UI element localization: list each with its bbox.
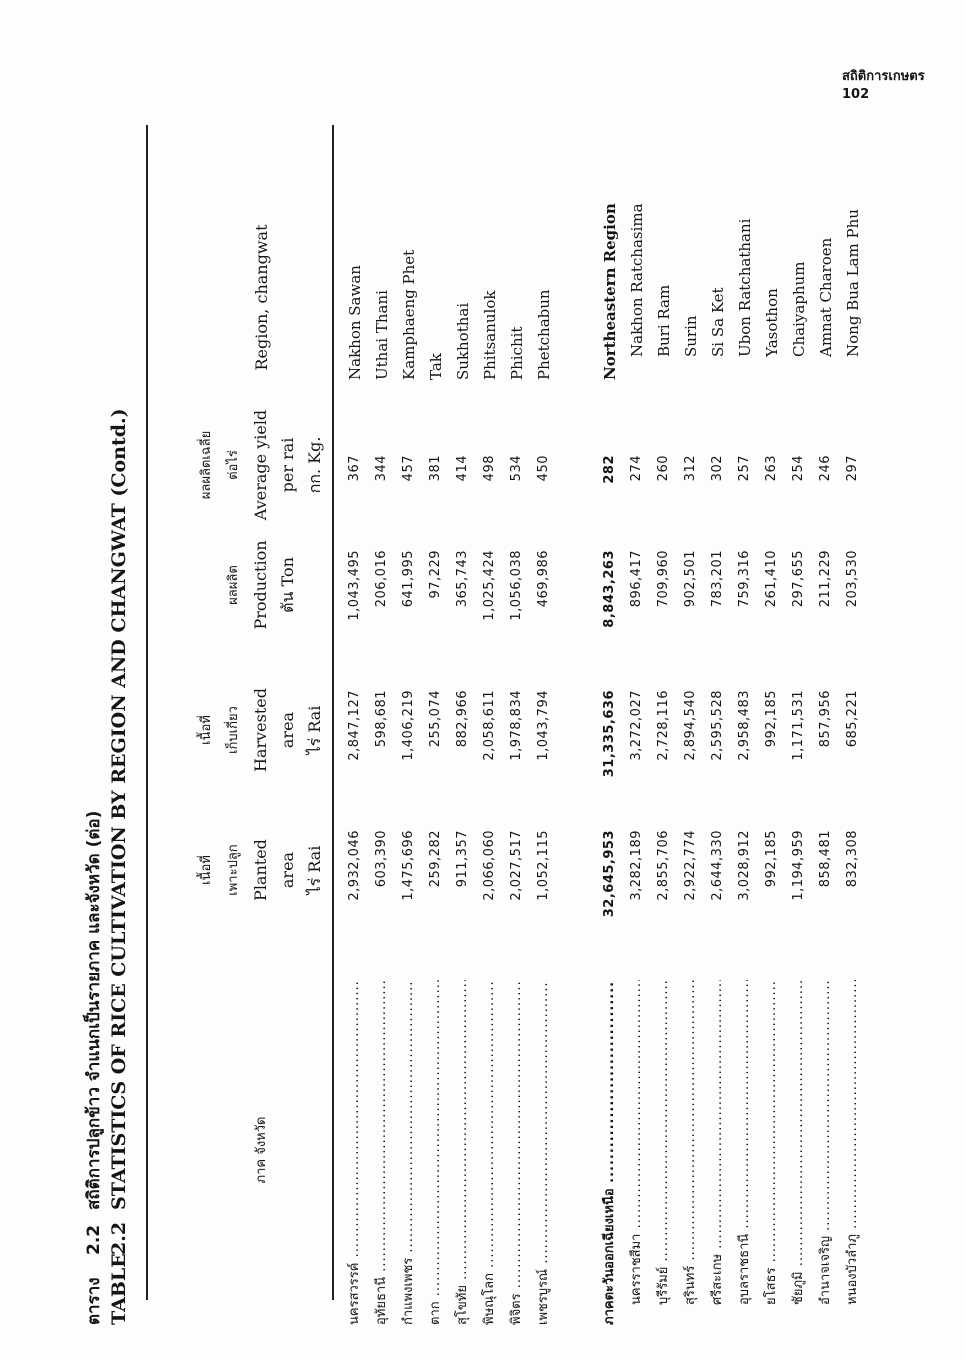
planted-area-value: 1,475,696 (401, 830, 416, 901)
production-value: 709,960 (656, 550, 671, 608)
planted-area-value: 1,052,115 (536, 830, 551, 901)
table-row (504, 55, 532, 1325)
table-row (732, 55, 760, 1325)
changwat-name-thai: ชัยภูมิ ..... (786, 980, 812, 1325)
harvested-area-value: 1,171,531 (791, 690, 806, 761)
changwat-name-english: Phitsanulok (481, 290, 499, 380)
planted-area-value: 3,028,912 (737, 830, 752, 901)
header-name-thai (154, 1000, 348, 1300)
changwat-name-thai: อุทัยธานี ..... (369, 980, 395, 1325)
header-planted-en2: area (278, 851, 297, 889)
production-value: 97,229 (428, 550, 443, 599)
table-row (450, 55, 478, 1325)
yield-value: 534 (509, 455, 524, 482)
header-production (154, 525, 328, 645)
page-number: 102 (842, 87, 870, 102)
planted-area-value: 32,645,953 (602, 830, 617, 918)
production-value: 1,025,424 (482, 550, 497, 621)
production-value: 206,016 (374, 550, 389, 608)
table-row (813, 55, 841, 1325)
harvested-area-value: 857,956 (818, 690, 833, 748)
changwat-name-thai: เพชรบูรณ์ ..... (531, 980, 557, 1325)
planted-area-value: 2,922,774 (683, 830, 698, 901)
production-value: 203,530 (845, 550, 860, 608)
table-row (759, 55, 787, 1325)
yield-value: 450 (536, 455, 551, 482)
harvested-area-value: 685,221 (845, 690, 860, 748)
changwat-name-thai: นครราชสีมา ..... (624, 980, 650, 1325)
header-harvested-en2: area (278, 711, 297, 749)
harvested-area-value: 882,966 (455, 690, 470, 748)
changwat-name-thai: สุโขทัย ..... (450, 980, 476, 1325)
changwat-name-english: Nakhon Sawan (346, 265, 364, 380)
production-value: 641,995 (401, 550, 416, 608)
header-name-english-text: Region, changwat (251, 224, 271, 371)
header-production-unit: ตัน Ton (278, 557, 297, 613)
yield-value: 282 (602, 455, 617, 484)
header-planted-th2: เพาะปลูก (226, 844, 241, 896)
yield-value: 263 (764, 455, 779, 482)
yield-value: 457 (401, 455, 416, 482)
planted-area-value: 259,282 (428, 830, 443, 888)
table-row (651, 55, 679, 1325)
changwat-name-thai: สุรินทร์ ..... (678, 980, 704, 1325)
changwat-name-english: Amnat Charoen (817, 237, 835, 357)
header-yield-th1: ผลผลิตเฉลี่ย (199, 430, 214, 500)
changwat-name-english: Phetchabun (535, 289, 553, 380)
yield-value: 414 (455, 455, 470, 482)
header-production-en1: Production (251, 540, 270, 630)
changwat-name-thai: ศรีสะเกษ ..... (705, 980, 731, 1325)
header-harvested-th2: เก็บเกี่ยว (226, 706, 241, 754)
planted-area-value: 2,027,517 (509, 830, 524, 901)
title-thai-label: ตาราง (84, 1277, 104, 1325)
harvested-area-value: 2,894,540 (683, 690, 698, 761)
planted-area-value: 832,308 (845, 830, 860, 888)
changwat-name-thai: บุรีรัมย์ ..... (651, 980, 677, 1325)
yield-value: 297 (845, 455, 860, 482)
yield-value: 381 (428, 455, 443, 482)
harvested-area-value: 1,978,834 (509, 690, 524, 761)
planted-area-value: 2,932,046 (347, 830, 362, 901)
harvested-area-value: 255,074 (428, 690, 443, 748)
table-row (396, 55, 424, 1325)
yield-value: 246 (818, 455, 833, 482)
changwat-name-english: Tak (427, 353, 445, 380)
planted-area-value: 858,481 (818, 830, 833, 888)
header-yield-en1: Average yield (251, 409, 270, 521)
changwat-name-thai: หนองบัวลำภู ..... (840, 980, 866, 1325)
table-row (423, 55, 451, 1325)
changwat-name-thai: นครสวรรค์ ..... (342, 980, 368, 1325)
planted-area-value: 992,185 (764, 830, 779, 888)
header-yield-unit: กก. Kg. (305, 436, 324, 494)
harvested-area-value: 598,681 (374, 690, 389, 748)
changwat-name-english: Yasothon (763, 288, 781, 357)
header-planted-th1: เนื้อที่ (199, 855, 214, 885)
changwat-name-english: Nong Bua Lam Phu (844, 209, 862, 357)
changwat-name-thai: พิษณุโลก ..... (477, 980, 503, 1325)
changwat-name-english: Chaiyaphum (790, 261, 808, 357)
region-name-thai: ภาคตะวันออกเฉียงเหนือ ..... (597, 980, 623, 1325)
changwat-name-english: Buri Ram (655, 284, 673, 357)
header-planted-en1: Planted (251, 839, 270, 901)
header-harvested-unit: ไร่ Rai (305, 705, 324, 755)
planted-area-value: 2,066,060 (482, 830, 497, 901)
harvested-area-value: 2,847,127 (347, 690, 362, 761)
table-row (531, 55, 559, 1325)
harvested-area-value: 31,335,636 (602, 690, 617, 778)
changwat-name-english: Ubon Ratchathani (736, 218, 754, 357)
harvested-area-value: 2,058,611 (482, 690, 497, 761)
yield-value: 312 (683, 455, 698, 482)
table-row (840, 55, 868, 1325)
planted-area-value: 2,644,330 (710, 830, 725, 901)
changwat-name-thai: อำนาจเจริญ ..... (813, 980, 839, 1325)
changwat-name-thai: อุบลราชธานี ..... (732, 980, 758, 1325)
harvested-area-value: 3,272,027 (629, 690, 644, 761)
table-title-english (108, 408, 130, 1325)
production-value: 297,655 (791, 550, 806, 608)
changwat-name-english: Uthai Thani (373, 290, 391, 380)
planted-area-value: 1,194,959 (791, 830, 806, 901)
production-value: 211,229 (818, 550, 833, 608)
header-harvested-area (154, 675, 328, 785)
header-bottom-rule (332, 125, 334, 1300)
production-value: 365,743 (455, 550, 470, 608)
changwat-name-english: Phichit (508, 326, 526, 380)
header-yield-en2: per rai (278, 437, 297, 493)
table-title-thai (80, 811, 107, 1325)
yield-value: 257 (737, 455, 752, 482)
changwat-name-english: Nakhon Ratchasima (628, 203, 646, 357)
header-harvested-en1: Harvested (251, 688, 270, 772)
table-row (786, 55, 814, 1325)
changwat-name-english: Kamphaeng Phet (400, 249, 418, 380)
header-planted-unit: ไร่ Rai (305, 845, 324, 895)
production-value: 8,843,263 (602, 550, 617, 628)
table-row (477, 55, 505, 1325)
yield-value: 498 (482, 455, 497, 482)
production-value: 1,056,038 (509, 550, 524, 621)
planted-area-value: 2,855,706 (656, 830, 671, 901)
header-name-english (154, 125, 348, 470)
harvested-area-value: 2,958,483 (737, 690, 752, 761)
yield-value: 302 (710, 455, 725, 482)
yield-value: 274 (629, 455, 644, 482)
title-number-en: 2.2 (108, 1221, 130, 1255)
changwat-name-english: Surin (682, 315, 700, 357)
changwat-name-thai: กำแพงเพชร ..... (396, 980, 422, 1325)
title-en-text: STATISTICS OF RICE CULTIVATION BY REGION AND CHANGWAT (Contd.) (108, 408, 130, 1210)
harvested-area-value: 1,406,219 (401, 690, 416, 761)
planted-area-value: 911,357 (455, 830, 470, 888)
changwat-name-english: Si Sa Ket (709, 287, 727, 357)
rotated-table-page (70, 55, 870, 1325)
production-value: 902,501 (683, 550, 698, 608)
title-en-label: TABLE (108, 1253, 130, 1325)
changwat-name-thai: พิจิตร ..... (504, 980, 530, 1325)
planted-area-value: 603,390 (374, 830, 389, 888)
title-thai-text: สถิติการปลูกข้าว จำแนกเป็นรายภาค และจังหวัด (ต่อ) (84, 810, 104, 1210)
header-top-rule (146, 125, 148, 1300)
production-value: 783,201 (710, 550, 725, 608)
table-row (624, 55, 652, 1325)
table-row (342, 55, 370, 1325)
title-number-thai: 2.2 (84, 1224, 104, 1255)
header-production-th1: ผลผลิต (226, 565, 241, 605)
table-row (678, 55, 706, 1325)
yield-value: 254 (791, 455, 806, 482)
yield-value: 344 (374, 455, 389, 482)
changwat-name-thai: ตาก ..... (423, 980, 449, 1325)
book-title: สถิติการเกษตร (842, 69, 925, 84)
changwat-name-english: Sukhothai (454, 302, 472, 380)
yield-value: 260 (656, 455, 671, 482)
table-row (705, 55, 733, 1325)
harvested-area-value: 992,185 (764, 690, 779, 748)
region-name-english: Northeastern Region (601, 203, 619, 380)
header-harvested-th1: เนื้อที่ (199, 715, 214, 745)
table-row (369, 55, 397, 1325)
production-value: 469,986 (536, 550, 551, 608)
harvested-area-value: 2,595,528 (710, 690, 725, 761)
yield-value: 367 (347, 455, 362, 482)
production-value: 1,043,495 (347, 550, 362, 621)
production-value: 759,316 (737, 550, 752, 608)
changwat-name-thai: ยโสธร ..... (759, 980, 785, 1325)
planted-area-value: 3,282,189 (629, 830, 644, 901)
harvested-area-value: 2,728,116 (656, 690, 671, 761)
harvested-area-value: 1,043,794 (536, 690, 551, 761)
header-name-thai-text: ภาค จังหวัด (253, 1116, 269, 1184)
region-total-row (597, 55, 625, 1325)
production-value: 261,410 (764, 550, 779, 608)
header-planted-area (154, 815, 328, 925)
production-value: 896,417 (629, 550, 644, 608)
header-yield-th2: ต่อไร่ (226, 450, 241, 480)
